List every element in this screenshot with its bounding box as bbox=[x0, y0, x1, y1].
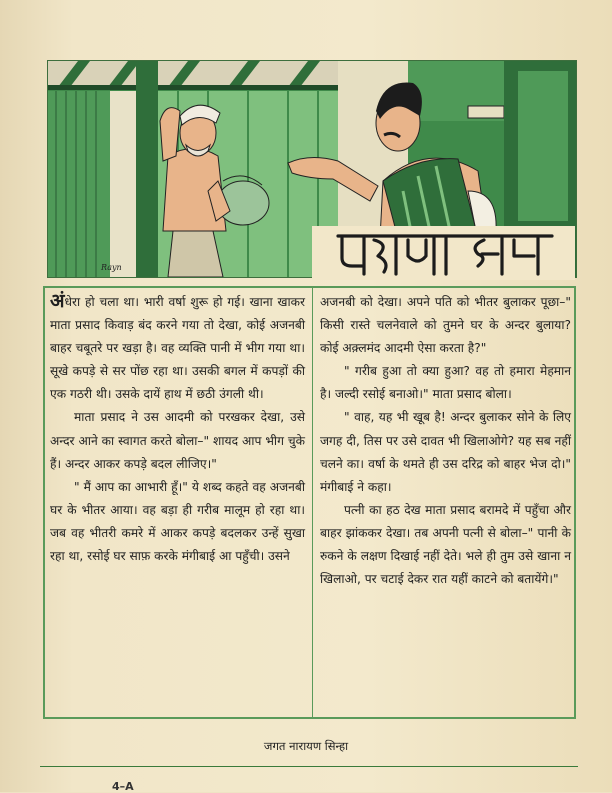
paragraph: अजनबी को देखा। अपने पति को भीतर बुलाकर पूछा–" किसी रास्ते चलनेवाले को तुमने घर के अन्दर बुलाया? कोई अक़्लमंद आदमी ऐसा करता है?" bbox=[320, 295, 571, 356]
story-title bbox=[312, 226, 575, 280]
paragraph bbox=[50, 291, 305, 406]
paragraph-text: धेरा हो चला था। भारी वर्षा शुरू हो गई। खाना खाकर माता प्रसाद किवाड़ बंद करने गया तो देखा, कोई अजनबी बाहर चबूतरे पर खड़ा है। वह व्यक्ति पानी में भीग गया था। सूखे कपड़े से सर पोंछ रहा था। उसकी बगल में कपड़ों की एक गठरी थी। उसके दायें हाथ में छठी उंगली थी। bbox=[50, 295, 305, 402]
story-column-right bbox=[320, 291, 571, 711]
paragraph: " वाह, यह भी खूब है! अन्दर बुलाकर सोने के लिए जगह दी, तिस पर उसे दावत भी खिलाओगे? यह सब नहीं चलने का। वर्षा के थमते ही उस दरिद्र को बाहर भेज दो।" मंगीबाई ने कहा। bbox=[320, 410, 571, 494]
bottom-rule bbox=[40, 766, 578, 767]
column-divider bbox=[312, 288, 313, 717]
page-number: 4–A bbox=[112, 780, 134, 793]
paragraph: " गरीब हुआ तो क्या हुआ? वह तो हमारा मेहमान है। जल्दी रसोई बनाओ।" माता प्रसाद बोला। bbox=[320, 364, 571, 402]
paragraph: पत्नी का हठ देख माता प्रसाद बरामदे में पहुँचा और बाहर झांककर देखा। तब अपनी पत्नी से बोला–" पानी के रुकने के लक्षण दिखाई नहीं देते। भले ही तुम उसे खाना न खिलाओ, पर चटाई देकर रात यहीं काटने को बतायेंगे।" bbox=[320, 502, 571, 587]
story-column-left bbox=[50, 291, 305, 711]
paragraph: " मैं आप का आभारी हूँ।" ये शब्द कहते वह अजनबी घर के भीतर आया। वह बड़ा ही गरीब मालूम हो रहा था। जब वह भीतरी कमरे में आकर कपड़े बदलकर उन्हें सुखा रहा था, रसोई घर साफ़ करके मंगीबाई आ पहुँची। उसने bbox=[50, 479, 305, 564]
stylized-title-lettering-icon bbox=[312, 226, 575, 280]
dropcap: अं bbox=[50, 290, 65, 312]
paragraph: माता प्रसाद ने उस आदमी को परखकर देखा, उसे अन्दर आने का स्वागत करते बोला–" शायद आप भीग चुके हैं। अन्दर आकर कपड़े बदल लीजिए।" bbox=[50, 410, 305, 471]
artist-signature: Rayn bbox=[101, 263, 122, 272]
author-name: जगत नारायण सिन्हा bbox=[263, 739, 349, 753]
